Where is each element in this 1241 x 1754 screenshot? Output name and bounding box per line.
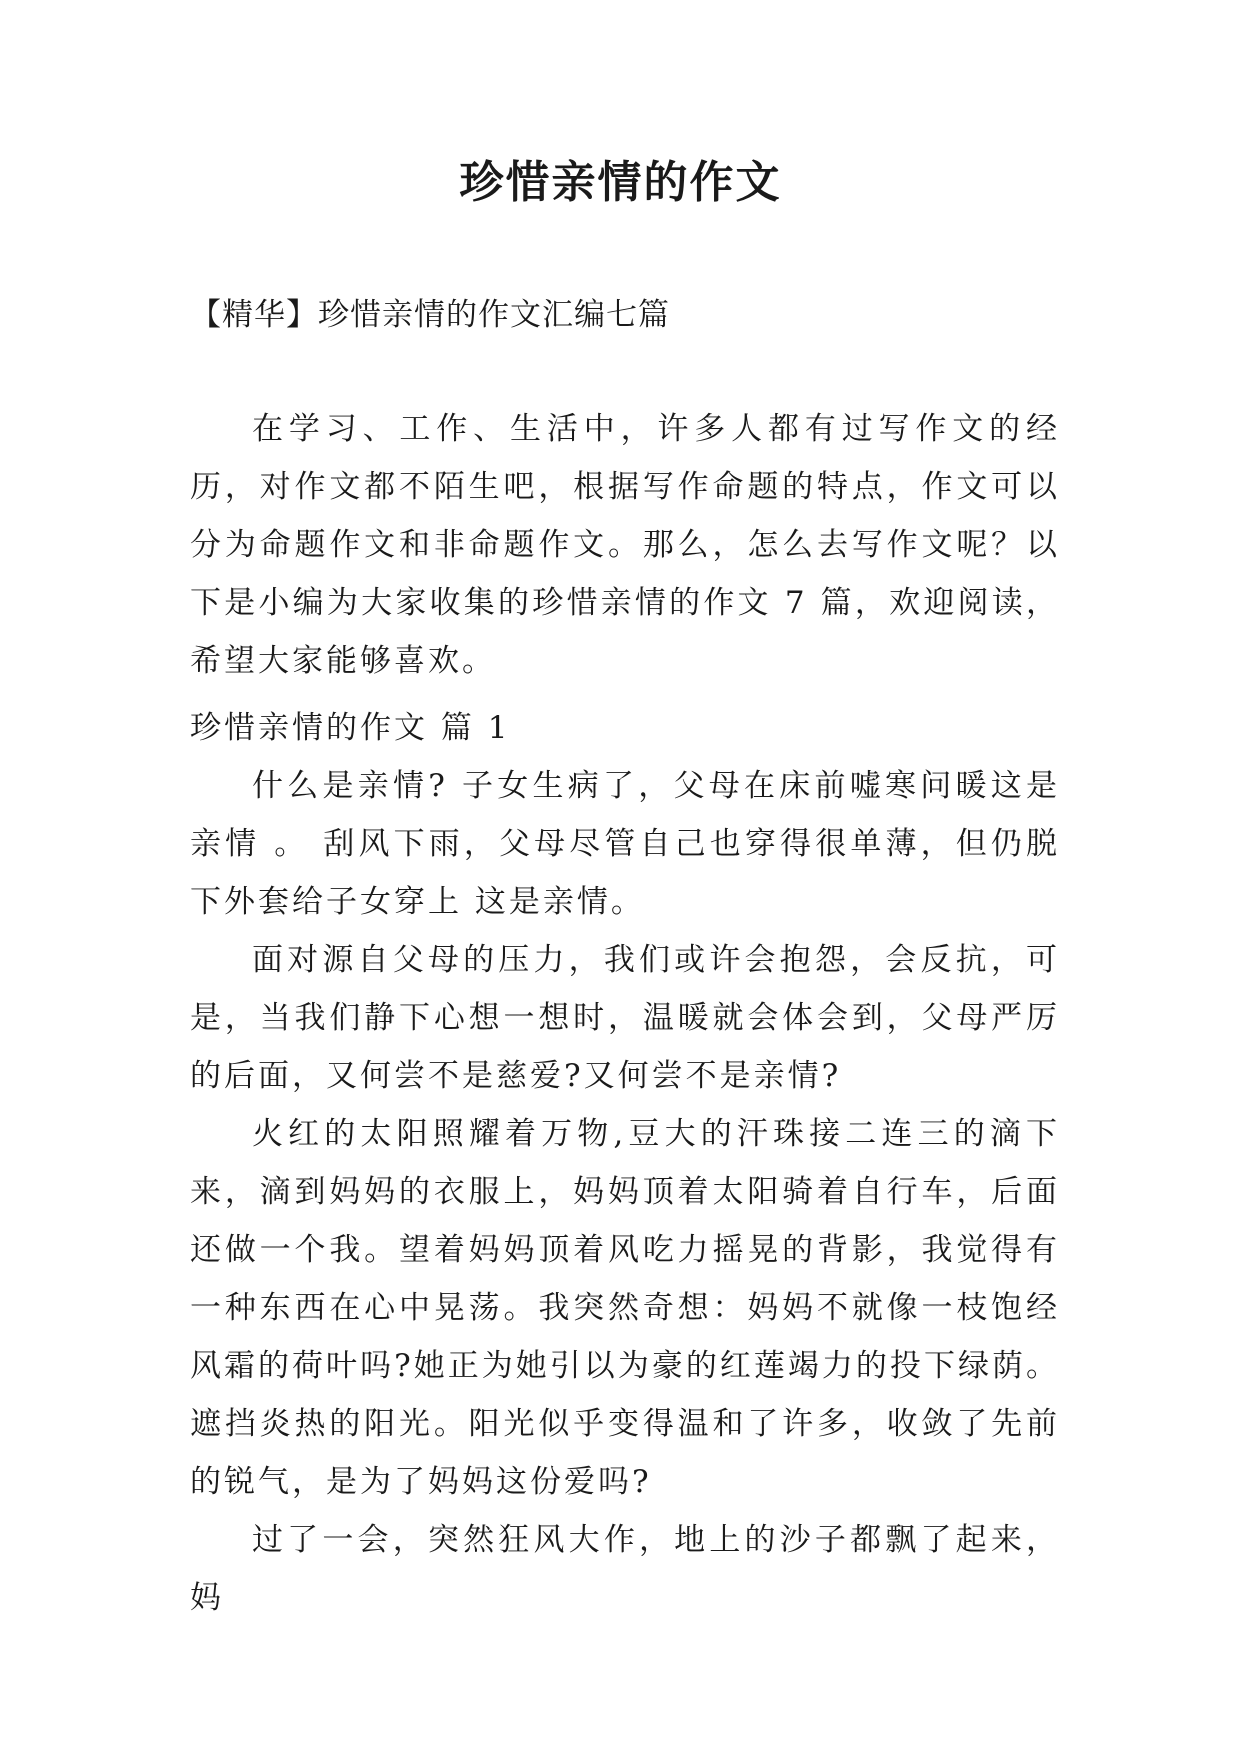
document-title: 珍惜亲情的作文 <box>459 157 782 208</box>
section-1-body <box>190 757 1060 1627</box>
section-1-paragraph: 过了一会，突然狂风大作，地上的沙子都飘了起来，妈 <box>190 1522 1060 1616</box>
intro-paragraph: 在学习、工作、生活中，许多人都有过写作文的经历，对作文都不陌生吧，根据写作命题的特点，作文可以分为命题作文和非命题作文。那么，怎么去写作文呢？以下是小编为大家收集的珍惜亲情的作文 7 篇，欢迎阅读，希望大家能够喜欢。 <box>190 411 1060 679</box>
section-1-paragraph: 什么是亲情? 子女生病了，父母在床前嘘寒问暖这是亲情 。 刮风下雨，父母尽管自己也穿得很单薄，但仍脱下外套给子女穿上 这是亲情。 <box>190 768 1060 920</box>
section-1-paragraph: 面对源自父母的压力，我们或许会抱怨，会反抗，可是，当我们静下心想一想时，温暖就会体会到，父母严厉的后面，又何尝不是慈爱?又何尝不是亲情? <box>190 942 1060 1094</box>
section-1-paragraph: 火红的太阳照耀着万物,豆大的汗珠接二连三的滴下来，滴到妈妈的衣服上，妈妈顶着太阳骑着自行车，后面还做一个我。望着妈妈顶着风吃力摇晃的背影，我觉得有一种东西在心中晃荡。我突然奇想：妈妈不就像一枝饱经风霜的荷叶吗?她正为她引以为豪的红莲竭力的投下绿荫。遮挡炎热的阳光。阳光似乎变得温和了许多，收敛了先前的锐气，是为了妈妈这份爱吗? <box>190 1116 1060 1500</box>
section-1-heading: 珍惜亲情的作文 篇 1 <box>190 710 511 746</box>
document-subtitle: 【精华】珍惜亲情的作文汇编七篇 <box>190 297 670 333</box>
intro-block <box>190 400 1060 690</box>
